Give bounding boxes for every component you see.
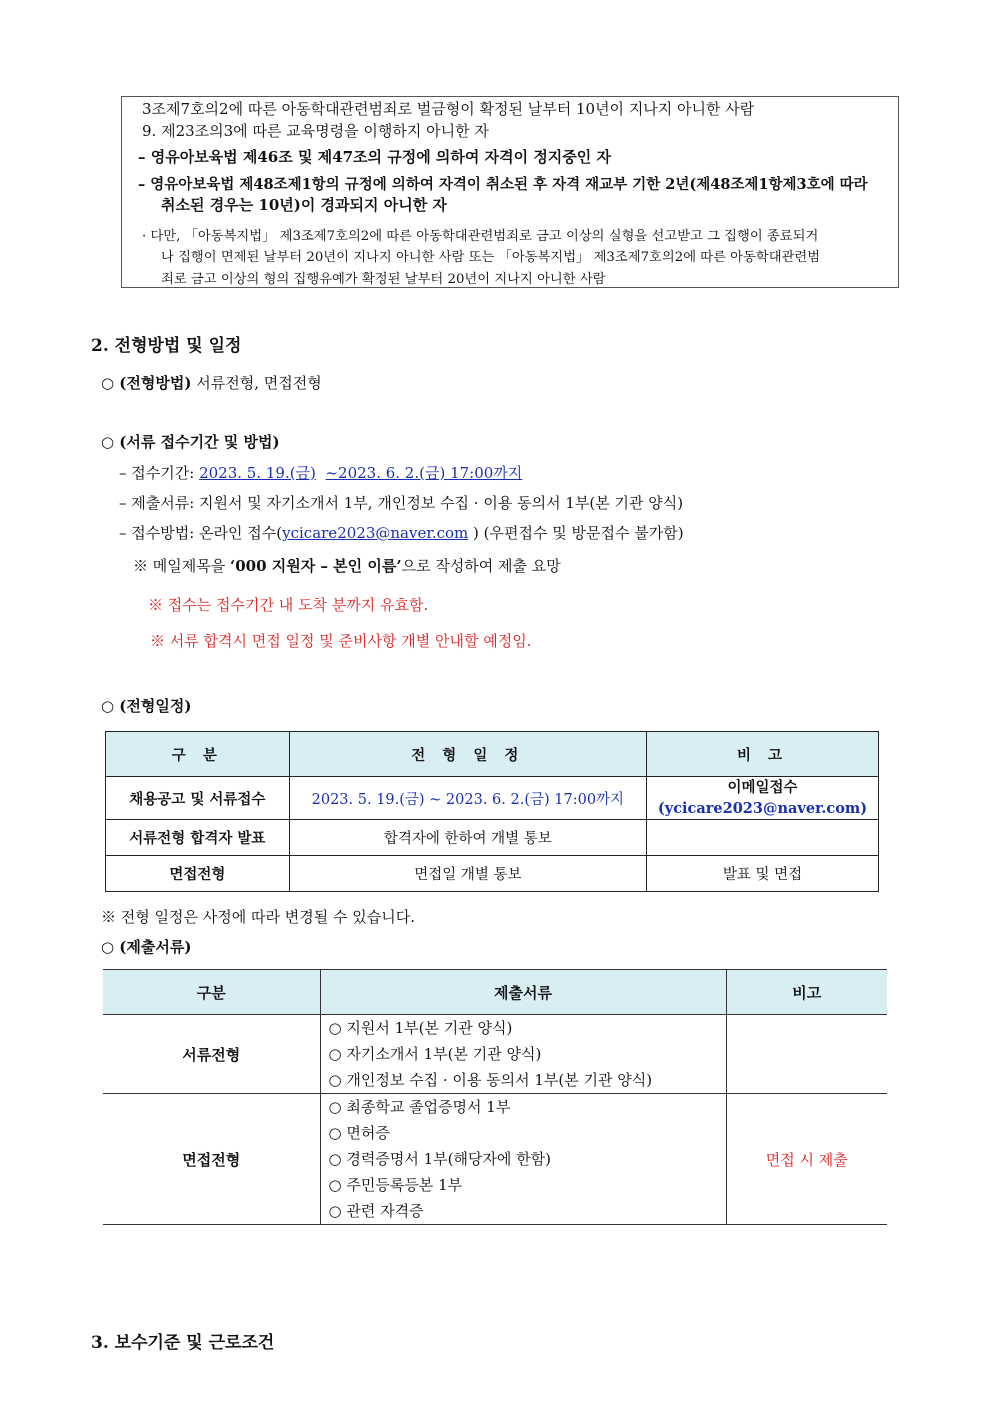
schedule-cell-note bbox=[647, 820, 879, 856]
disqual-line-5a: · 다만, 「아동복지법」 제3조제7호의2에 따른 아동학대관련범죄로 금고 이상의 실형을 선고받고 그 집행이 종료되거 bbox=[142, 229, 819, 244]
list-item: ○ 면허증 bbox=[328, 1124, 390, 1142]
disqual-line-4a: – 영유아보육법 제48조제1항의 규정에 의하여 자격이 취소된 후 자격 재교부 기한 2년(제48조제1항제3호에 따라 bbox=[138, 176, 868, 193]
method-suffix: ) (우편접수 및 방문접수 불가함) bbox=[468, 524, 684, 542]
schedule-cell-date: 면접일 개별 통보 bbox=[289, 856, 646, 892]
docs-items-document bbox=[320, 1015, 726, 1094]
period-start: 2023. 5. 19.(금) bbox=[199, 464, 316, 482]
doc-period-label: ○ (서류 접수기간 및 방법) bbox=[101, 433, 280, 451]
schedule-table bbox=[105, 731, 879, 892]
schedule-header-category: 구 분 bbox=[106, 732, 290, 777]
docs-header-category: 구분 bbox=[103, 970, 320, 1015]
mail-note-prefix: ※ 메일제목을 bbox=[133, 557, 230, 575]
period-end: ~2023. 6. 2.(금) 17:00까지 bbox=[325, 464, 523, 482]
email-link[interactable]: ycicare2023@naver.com bbox=[282, 524, 469, 542]
mail-note-bold: ‘000 지원자 – 본인 이름’ bbox=[230, 557, 402, 575]
docs-round-document: 서류전형 bbox=[103, 1015, 320, 1094]
schedule-cell-note: 발표 및 면접 bbox=[647, 856, 879, 892]
method-line bbox=[101, 372, 322, 393]
table-row bbox=[103, 1015, 887, 1094]
schedule-cell-date: 2023. 5. 19.(금) ~ 2023. 6. 2.(금) 17:00까지 bbox=[289, 777, 646, 820]
schedule-cell-category: 서류전형 합격자 발표 bbox=[106, 820, 290, 856]
docs-items-interview bbox=[320, 1094, 726, 1225]
schedule-cell-date: 합격자에 한하여 개별 통보 bbox=[289, 820, 646, 856]
section-2-title: 2. 전형방법 및 일정 bbox=[91, 336, 242, 356]
table-row bbox=[106, 777, 879, 820]
table-row bbox=[106, 856, 879, 892]
method-text: 서류전형, 면접전형 bbox=[191, 374, 322, 392]
mail-subject-note bbox=[133, 555, 561, 576]
disqual-line-3: – 영유아보육법 제46조 및 제47조의 규정에 의하여 자격이 정지중인 자 bbox=[138, 148, 611, 166]
schedule-header-note: 비 고 bbox=[647, 732, 879, 777]
docs-note-interview: 면접 시 제출 bbox=[726, 1094, 887, 1225]
list-item: ○ 관련 자격증 bbox=[328, 1202, 424, 1220]
method-label: ○ (전형방법) bbox=[101, 374, 192, 392]
table-row bbox=[103, 1094, 887, 1225]
docs-round-interview: 면접전형 bbox=[103, 1094, 320, 1225]
list-item: ○ 최종학교 졸업증명서 1부 bbox=[328, 1098, 511, 1116]
schedule-cell-category: 채용공고 및 서류접수 bbox=[106, 777, 290, 820]
submit-docs-line: – 제출서류: 지원서 및 자기소개서 1부, 개인정보 수집 · 이용 동의서 1부(본 기관 양식) bbox=[119, 494, 684, 512]
schedule-cell-category: 면접전형 bbox=[106, 856, 290, 892]
schedule-change-note: ※ 전형 일정은 사정에 따라 변경될 수 있습니다. bbox=[101, 908, 415, 926]
docs-header-documents: 제출서류 bbox=[320, 970, 726, 1015]
period-line bbox=[119, 462, 522, 483]
list-item: ○ 자기소개서 1부(본 기관 양식) bbox=[328, 1045, 542, 1063]
disqual-line-5b: 나 집행이 면제된 날부터 20년이 지나지 아니한 사람 또는 「아동복지법」 제3조제7호의2에 따른 아동학대관련범 bbox=[161, 250, 821, 265]
docs-note-document bbox=[726, 1015, 887, 1094]
red-note-2: ※ 서류 합격시 면접 일정 및 준비사항 개별 안내할 예정임. bbox=[150, 632, 532, 650]
schedule-note-email: (ycicare2023@naver.com) bbox=[657, 800, 868, 817]
list-item: ○ 주민등록등본 1부 bbox=[328, 1176, 463, 1194]
list-item: ○ 경력증명서 1부(해당자에 한함) bbox=[328, 1150, 552, 1168]
docs-header-row bbox=[103, 970, 887, 1015]
disqual-line-4b: 취소된 경우는 10년)이 경과되지 아니한 자 bbox=[161, 196, 447, 214]
schedule-header-schedule: 전 형 일 정 bbox=[289, 732, 646, 777]
list-item: ○ 지원서 1부(본 기관 양식) bbox=[328, 1019, 513, 1037]
docs-header-note: 비고 bbox=[726, 970, 887, 1015]
section-3-title: 3. 보수기준 및 근로조건 bbox=[91, 1333, 275, 1353]
documents-table bbox=[103, 969, 887, 1225]
method-prefix: – 접수방법: 온라인 접수( bbox=[119, 524, 283, 542]
table-row bbox=[106, 820, 879, 856]
list-item: ○ 개인정보 수집 · 이용 동의서 1부(본 기관 양식) bbox=[328, 1071, 653, 1089]
schedule-header-row bbox=[106, 732, 879, 777]
disqual-line-5c: 죄로 금고 이상의 형의 집행유예가 확정된 날부터 20년이 지나지 아니한 사람 bbox=[161, 272, 606, 287]
disqual-line-1: 3조제7호의2에 따른 아동학대관련범죄로 벌금형이 확정된 날부터 10년이 지나지 아니한 사람 bbox=[142, 100, 755, 118]
schedule-note-email-label: 이메일접수 bbox=[727, 779, 798, 796]
docs-label: ○ (제출서류) bbox=[101, 938, 192, 956]
mail-note-suffix: 으로 작성하여 제출 요망 bbox=[401, 557, 561, 575]
submit-method-line bbox=[119, 522, 684, 543]
schedule-label: ○ (전형일정) bbox=[101, 697, 192, 715]
period-prefix: – 접수기간: bbox=[119, 464, 200, 482]
disqual-line-2: 9. 제23조의3에 따른 교육명령을 이행하지 아니한 자 bbox=[142, 122, 489, 140]
schedule-cell-note bbox=[647, 777, 879, 820]
red-note-1: ※ 접수는 접수기간 내 도착 분까지 유효함. bbox=[148, 596, 429, 614]
